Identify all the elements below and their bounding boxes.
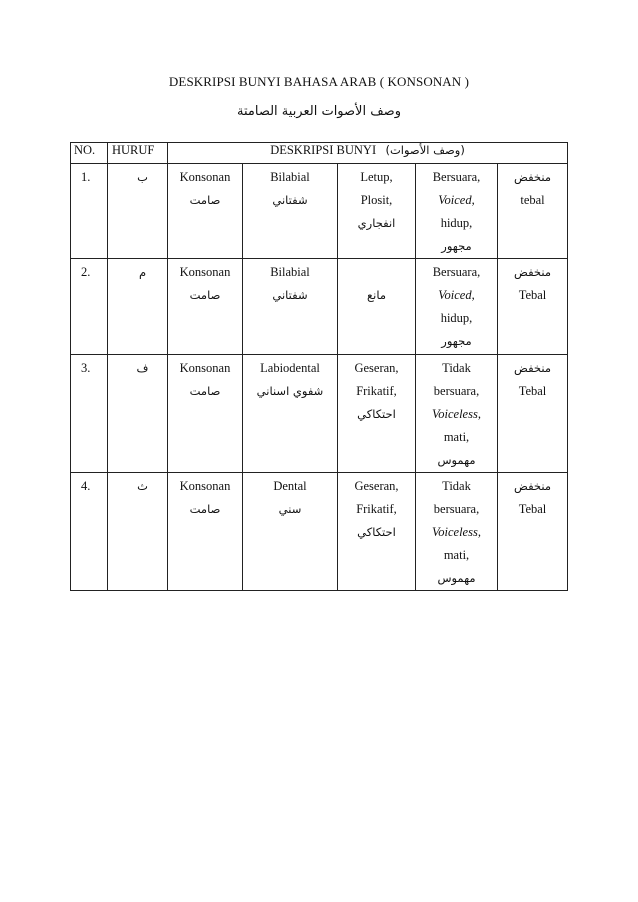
row-number: 4.: [71, 473, 108, 591]
row-jenis: Konsonan صامت: [168, 164, 243, 259]
row-number: 1.: [71, 164, 108, 259]
row-getaran: Bersuara, Voiced, hidup, مجهور: [416, 259, 498, 355]
table-row: [71, 355, 568, 473]
table-row: [71, 473, 568, 591]
row-number: 3.: [71, 355, 108, 473]
row-tempat: Bilabial شفتاني: [243, 164, 338, 259]
header-deskripsi-arabic: (وصف الأصوات): [385, 143, 465, 157]
row-getaran: Tidak bersuara, Voiceless, mati, مهموس: [416, 355, 498, 473]
row-getaran: Tidak bersuara, Voiceless, mati, مهموس: [416, 473, 498, 591]
header-huruf: HURUF: [108, 143, 168, 164]
header-no: NO.: [71, 143, 108, 164]
table-row: [71, 164, 568, 259]
row-ketebalan: منخفض Tebal: [498, 259, 568, 355]
row-ketebalan: منخفض Tebal: [498, 473, 568, 591]
header-deskripsi-bunyi: [168, 143, 568, 164]
row-getaran: Bersuara, Voiced, hidup, مجهور: [416, 164, 498, 259]
row-tempat: Dental سني: [243, 473, 338, 591]
row-letter: ب: [108, 164, 168, 259]
row-jenis: Konsonan صامت: [168, 355, 243, 473]
document-title: DESKRIPSI BUNYI BAHASA ARAB ( KONSONAN ): [168, 74, 470, 89]
row-cara: Geseran, Frikatif, احتكاكي: [338, 473, 416, 591]
table-row: [71, 259, 568, 355]
row-cara: Geseran, Frikatif, احتكاكي: [338, 355, 416, 473]
row-jenis: Konsonan صامت: [168, 259, 243, 355]
row-number: 2.: [71, 259, 108, 355]
row-ketebalan: منخفض Tebal: [498, 355, 568, 473]
header-deskripsi-label: DESKRIPSI BUNYI: [270, 143, 377, 157]
row-tempat: Labiodental شفوي اسناني: [243, 355, 338, 473]
row-letter: م: [108, 259, 168, 355]
row-ketebalan: منخفض tebal: [498, 164, 568, 259]
row-tempat: Bilabial شفتاني: [243, 259, 338, 355]
row-cara: Letup, Plosit, انفجاري: [338, 164, 416, 259]
row-cara: مانع: [338, 259, 416, 355]
table-header-row: [71, 143, 568, 164]
document-subtitle-arabic: وصف الأصوات العربية الصامتة: [237, 104, 401, 119]
row-letter: ث: [108, 473, 168, 591]
row-letter: ف: [108, 355, 168, 473]
consonant-description-table: [70, 142, 568, 591]
row-jenis: Konsonan صامت: [168, 473, 243, 591]
